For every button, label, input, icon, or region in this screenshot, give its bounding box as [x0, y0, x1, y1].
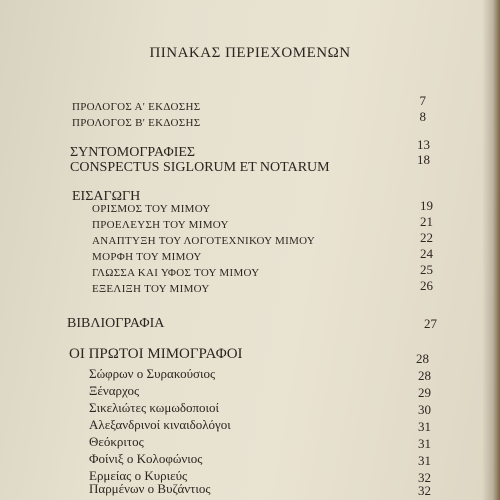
- toc-entry-conspectus: CONSPECTUS SIGLORUM ET NOTARUM: [70, 160, 330, 175]
- toc-page-mimo-1: 28: [418, 368, 431, 383]
- toc-entry-mimo-4: Αλεξανδρινοί κιναιδολόγοι: [89, 417, 231, 432]
- toc-entry-intro-3: ΑΝΑΠΤΥΞΗ ΤΟΥ ΛΟΓΟΤΕΧΝΙΚΟΥ ΜΙΜΟΥ: [92, 235, 316, 247]
- toc-page-intro-6: 26: [420, 278, 433, 293]
- toc-page-abbreviations: 13: [417, 137, 430, 152]
- toc-section-introduction: ΕΙΣΑΓΩΓΗ: [72, 189, 141, 204]
- toc-page-intro-1: 19: [420, 198, 433, 213]
- toc-page-mimo-6: 31: [418, 453, 431, 468]
- toc-page-intro-5: 25: [420, 262, 433, 277]
- toc-entry-intro-1: ΟΡΙΣΜΟΣ ΤΟΥ ΜΙΜΟΥ: [92, 203, 211, 215]
- toc-entry-prologue-a: ΠΡΟΛΟΓΟΣ Α' ΕΚΔΟΣΗΣ: [72, 101, 201, 113]
- toc-page-intro-4: 24: [420, 246, 433, 261]
- toc-section-mimographers: ΟΙ ΠΡΩΤΟΙ ΜΙΜΟΓΡΑΦΟΙ: [69, 346, 243, 362]
- toc-page-intro-2: 21: [420, 214, 433, 229]
- toc-entry-abbreviations: ΣΥΝΤΟΜΟΓΡΑΦΙΕΣ: [70, 145, 196, 160]
- toc-page-mimo-2: 29: [418, 385, 431, 400]
- toc-page-mimo-4: 31: [418, 419, 431, 434]
- toc-page-mimo-8: 32: [418, 483, 431, 498]
- toc-page-prologue-b: 8: [419, 109, 426, 124]
- toc-entry-mimo-2: Ξέναρχος: [89, 383, 140, 398]
- toc-entry-bibliography: ΒΙΒΛΙΟΓΡΑΦΙΑ: [67, 316, 165, 331]
- toc-page-intro-3: 22: [420, 230, 433, 245]
- toc-page-conspectus: 18: [417, 152, 430, 167]
- toc-page-prologue-a: 7: [419, 93, 426, 108]
- toc-page-bibliography: 27: [424, 316, 437, 331]
- toc-entry-mimo-1: Σώφρων ο Συρακούσιος: [89, 366, 216, 381]
- toc-page-mimographers: 28: [416, 351, 429, 366]
- toc-page-mimo-3: 30: [418, 402, 431, 417]
- toc-entry-intro-4: ΜΟΡΦΗ ΤΟΥ ΜΙΜΟΥ: [92, 251, 202, 263]
- toc-page-mimo-7: 32: [418, 470, 431, 485]
- toc-entry-prologue-b: ΠΡΟΛΟΓΟΣ Β' ΕΚΔΟΣΗΣ: [72, 117, 201, 129]
- page-edge-shadow: [482, 0, 500, 500]
- toc-entry-intro-5: ΓΛΩΣΣΑ ΚΑΙ ΥΦΟΣ ΤΟΥ ΜΙΜΟΥ: [92, 267, 260, 279]
- toc-entry-mimo-5: Θεόκριτος: [89, 434, 144, 449]
- page-title: ΠΙΝΑΚΑΣ ΠΕΡΙΕΧΟΜΕΝΩΝ: [149, 45, 351, 61]
- toc-entry-mimo-3: Σικελιώτες κωμωδοποιοί: [89, 400, 220, 415]
- toc-entry-intro-6: ΕΞΕΛΙΞΗ ΤΟΥ ΜΙΜΟΥ: [92, 283, 210, 295]
- toc-entry-mimo-7: Ερμείας ο Κυριεύς: [89, 468, 188, 483]
- toc-entry-mimo-8: Παρμένων ο Βυζάντιος: [89, 481, 211, 496]
- toc-page-mimo-5: 31: [418, 436, 431, 451]
- toc-entry-mimo-6: Φοίνιξ ο Κολοφώνιος: [89, 451, 203, 466]
- toc-entry-intro-2: ΠΡΟΕΛΕΥΣΗ ΤΟΥ ΜΙΜΟΥ: [92, 219, 229, 231]
